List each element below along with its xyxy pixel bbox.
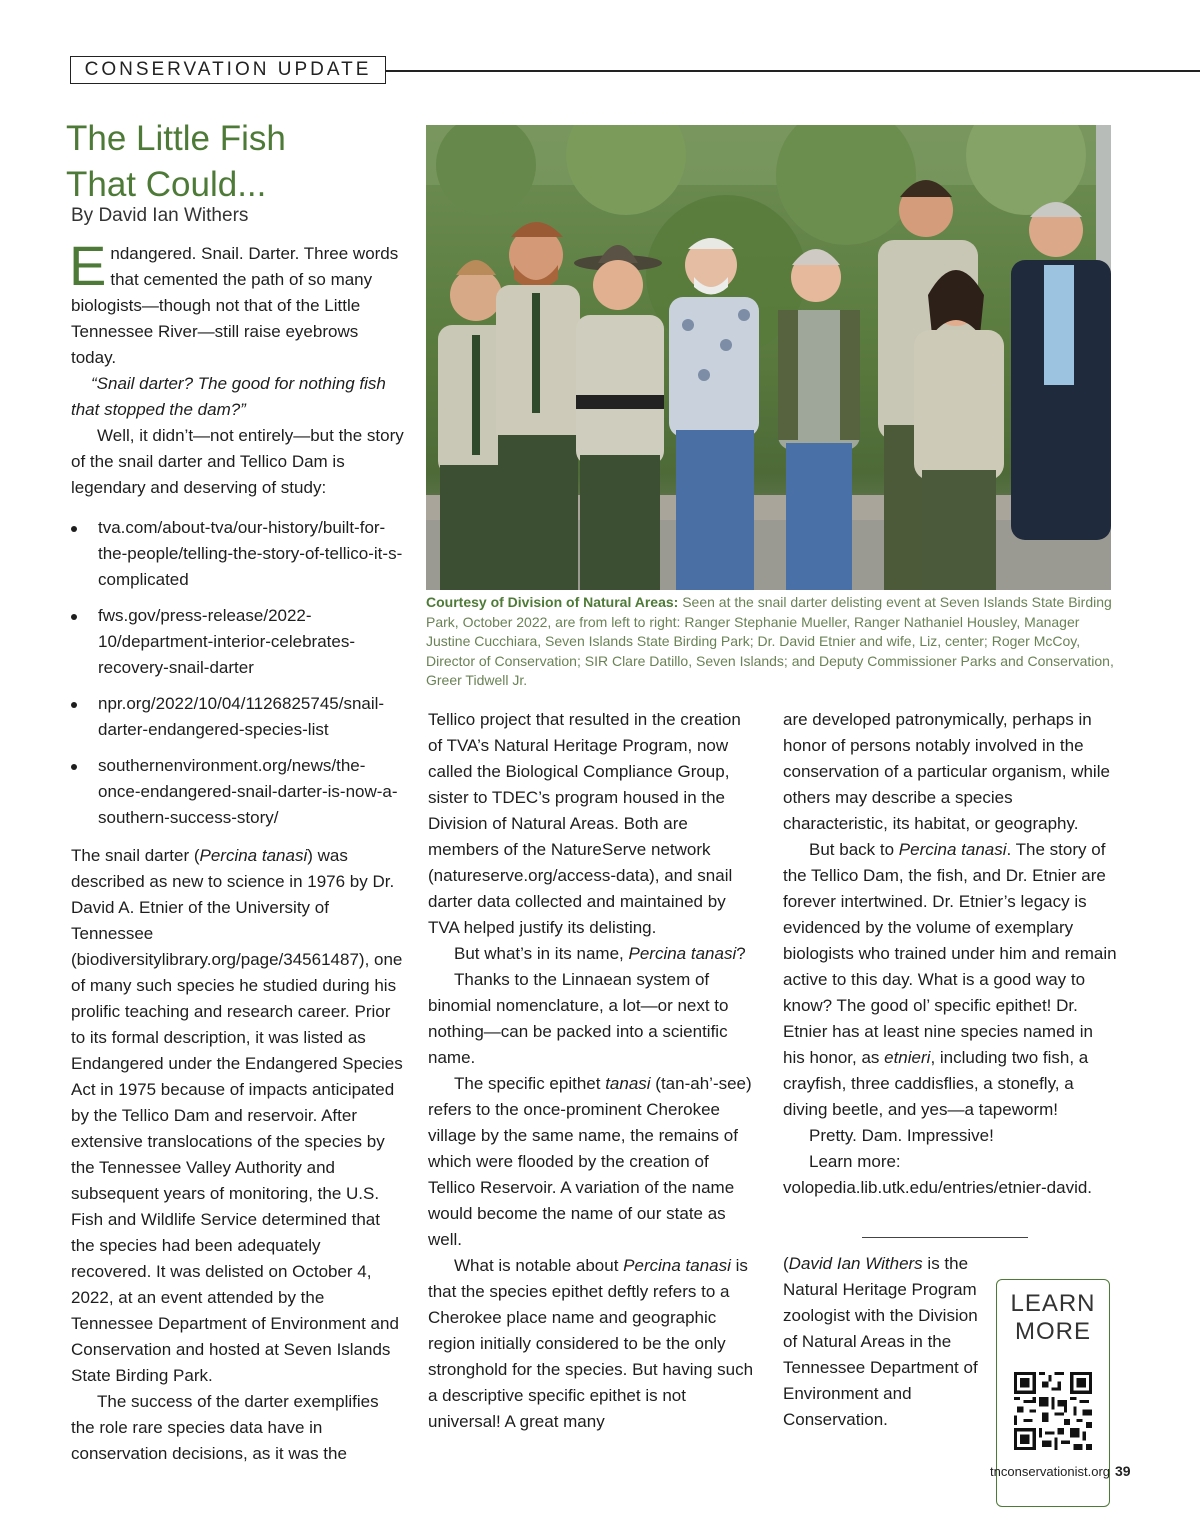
footer-site: tnconservationist.org — [990, 1464, 1110, 1479]
text-run: The specific epithet — [454, 1074, 606, 1093]
byline: By David Ian Withers — [71, 205, 249, 226]
col3-paragraph-1: are developed patronymically, perhaps in honor of persons notably involved in the conservation of a particular organism, while others may describe a species characteristic, its habitat, or geography. — [783, 710, 1110, 833]
column-2 — [428, 707, 758, 1435]
text-run: The snail darter ( — [71, 846, 200, 865]
text-run: ( — [783, 1254, 789, 1273]
species-epithet: tanasi — [605, 1074, 651, 1093]
text-run: ? — [736, 944, 746, 963]
group-photo-illustration — [426, 125, 1111, 590]
text-run: . The story of the Tellico Dam, the fish, and Dr. Etnier are forever intertwined. Dr. Etnier’s legacy is evidenced by the volume of exemplary biologists who trained under him and remain active to this day. What is a good way to know? The good ol’ specific epithet! Dr. Etnier has at least nine species named in his honor, as — [783, 840, 1117, 1067]
header-rule — [386, 70, 1200, 72]
event-photo — [426, 125, 1111, 590]
col2-paragraph-2 — [428, 941, 758, 967]
caption-credit: Courtesy of Division of Natural Areas: — [426, 594, 679, 610]
caption-text: Seen at the snail darter delisting event at Seven Islands State Birding Park, October 2022, are from left to right: Ranger Stephanie Mueller, Ranger Nathaniel Housley, Manager Justine Cucchiara, Seven Islands State Birding Park; Dr. David Etnier and wife, Liz, center; Roger McCoy, Director of Conservation; SIR Clare Datillo, Seven Islands; and Deputy Commissioner Parks and Conservation, Greer Tidwell Jr. — [426, 594, 1114, 688]
text-run: is that the species epithet deftly refers to a Cherokee place name and geographic region initially considered to be the only stronghold for the species. But having such a descriptive specific epithet is not universal! A great many — [428, 1256, 754, 1431]
bullet-icon — [71, 764, 77, 770]
pull-quote: “Snail darter? The good for nothing fish that stopped the dam?” — [71, 374, 386, 419]
col2-paragraph-5 — [428, 1253, 758, 1435]
paragraph-3 — [71, 843, 405, 1389]
col2-paragraph-3: Thanks to the Linnaean system of binomial nomenclature, a lot—or next to nothing—can be packed into a scientific name. — [428, 970, 729, 1067]
link-item[interactable] — [71, 515, 405, 593]
text-run: , including two fish, a crayfish, three caddisflies, a stonefly, a diving beetle, and yes—a tapeworm! — [783, 1048, 1089, 1119]
link-text: southernenvironment.org/news/the-once-endangered-snail-darter-is-now-a-southern-success-story/ — [98, 756, 398, 827]
link-item[interactable] — [71, 691, 405, 743]
paragraph-4: The success of the darter exemplifies the role rare species data have in conservation decisions, as it was the — [71, 1392, 379, 1463]
col2-paragraph-1: Tellico project that resulted in the creation of TVA’s Natural Heritage Program, now called the Biological Compliance Group, sister to TDEC’s program housed in the Division of Natural Areas. Both are members of the NatureServe network (natureserve.org/access-data), and snail darter data collected and maintained by TVA helped justify its delisting. — [428, 710, 741, 937]
link-item[interactable] — [71, 753, 405, 831]
text-run: What is notable about — [454, 1256, 624, 1275]
headline-line-1: The Little Fish — [66, 119, 286, 158]
text-run: But what’s in its name, — [454, 944, 629, 963]
bio-text — [783, 1251, 983, 1433]
headline-line-2: That Could... — [66, 165, 267, 204]
learn-more-line-2: MORE — [1015, 1318, 1091, 1345]
link-item[interactable] — [71, 603, 405, 681]
drop-cap: E — [69, 234, 107, 297]
author-bio — [783, 1251, 983, 1433]
species-name: Percina tanasi — [628, 944, 737, 963]
link-text: fws.gov/press-release/2022-10/department-interior-celebrates-recovery-snail-darter — [98, 606, 356, 677]
learn-more-line-1: LEARN — [1010, 1290, 1096, 1317]
species-name: Percina tanasi — [898, 840, 1007, 859]
species-name: Percina tanasi — [199, 846, 308, 865]
text-run: (tan-ah’-see) refers to the once-prominent Cherokee village by the same name, the remains of which were flooded by the creation of Tellico Reservoir. A variation of the name would become the name of our state as well. — [428, 1074, 752, 1249]
intro-paragraph — [69, 234, 405, 371]
column-1 — [69, 234, 405, 1467]
species-epithet: etnieri — [884, 1048, 931, 1067]
intro-text: ndangered. Snail. Darter. Three words that cemented the path of so many biologists—though not that of the Little Tennessee River—still raise eyebrows today. — [71, 244, 399, 367]
bullet-icon — [71, 526, 77, 532]
text-run: But back to — [809, 840, 899, 859]
species-name: Percina tanasi — [623, 1256, 731, 1275]
link-list — [71, 515, 405, 831]
page-number: 39 — [1115, 1463, 1131, 1479]
bullet-icon — [71, 614, 77, 620]
link-text: tva.com/about-tva/our-history/built-for-the-people/telling-the-story-of-tellico-it-s-complicated — [98, 518, 403, 589]
link-text: npr.org/2022/10/04/1126825745/snail-darter-endangered-species-list — [98, 694, 385, 739]
qr-code-icon[interactable] — [1014, 1372, 1092, 1450]
text-run: ) was described as new to science in 1976 by Dr. David A. Etnier of the University of Tennessee (biodiversitylibrary.org/page/34561487), one of many such species he studied during his prolific teaching and research career. Prior to its formal description, it was listed as Endangered under the Endangered Species Act in 1975 because of impacts anticipated by the Tellico Dam and reservoir. After extensive translocations of the species by the Tennessee Valley Authority and subsequent years of monitoring, the U.S. Fish and Wildlife Service determined that the species had been adequately recovered. It was delisted on October 4, 2022, at an event attended by the Tennessee Department of Environment and Conservation and hosted at Seven Islands State Birding Park. — [71, 846, 403, 1385]
col3-paragraph-4: Learn more: volopedia.lib.utk.edu/entries/etnier-david. — [783, 1152, 1093, 1197]
col3-paragraph-3: Pretty. Dam. Impressive! — [809, 1126, 994, 1145]
author-name: David Ian Withers — [788, 1254, 923, 1273]
paragraph-2: Well, it didn’t—not entirely—but the story of the snail darter and Tellico Dam is legendary and deserving of study: — [71, 426, 404, 497]
section-label: CONSERVATION UPDATE — [70, 56, 386, 84]
author-divider — [862, 1237, 1028, 1238]
learn-more-label — [997, 1290, 1109, 1346]
article-headline — [66, 116, 406, 208]
column-3 — [783, 707, 1118, 1201]
text-run: is the Natural Heritage Program zoologist with the Division of Natural Areas in the Tennessee Department of Environment and Conservation. — [783, 1254, 978, 1429]
col3-paragraph-2 — [783, 837, 1118, 1123]
photo-caption — [426, 593, 1116, 691]
col2-paragraph-4 — [428, 1071, 758, 1253]
bullet-icon — [71, 702, 77, 708]
